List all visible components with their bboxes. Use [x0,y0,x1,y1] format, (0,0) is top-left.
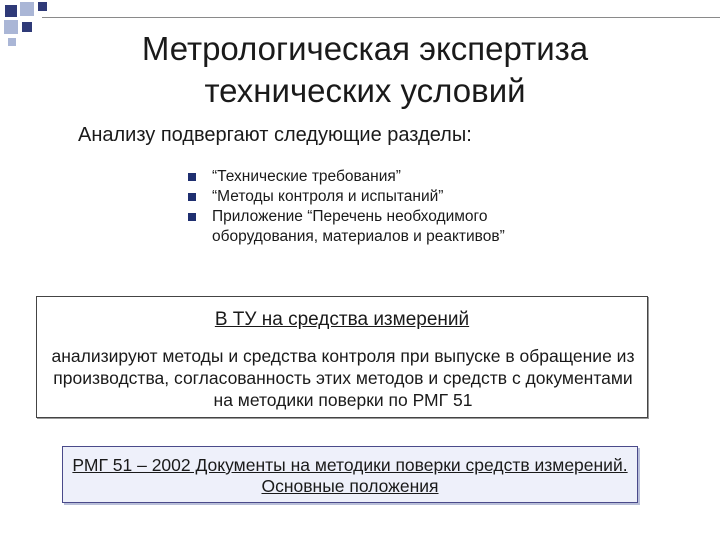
info-box-measuring-instruments [36,296,648,418]
bullet-square-icon [188,213,196,221]
list-item [188,167,518,187]
bullet-square-icon [188,193,196,201]
list-item-text: Приложение “Перечень необходимого оборудования, материалов и реактивов” [212,208,505,245]
info-box-heading: В ТУ на средства измерений [214,309,470,330]
list-item-text: “Методы контроля и испытаний” [212,188,444,205]
reference-text: РМГ 51 – 2002 Документы на методики поверки средств измерений. Основные положения [72,455,628,496]
slide-subtitle: Анализу подвергают следующие разделы: [78,124,472,146]
decor-square [4,20,18,34]
decor-square [8,38,16,46]
list-item-text: “Технические требования” [212,168,401,185]
bullet-list [188,167,518,247]
header-rule [42,17,720,18]
list-item [188,187,518,207]
slide-title: Метрологическая экспертиза технических условий [141,30,589,109]
decor-square [38,2,47,11]
decor-square [22,22,32,32]
decor-square [5,5,17,17]
reference-box [62,446,638,503]
list-item [188,207,518,247]
decor-square [20,2,34,16]
info-box-text: анализируют методы и средства контроля при выпуске в обращение из производства, согласованность этих методов и средств с документами на методики поверки по РМГ 51 [51,346,635,410]
bullet-square-icon [188,173,196,181]
